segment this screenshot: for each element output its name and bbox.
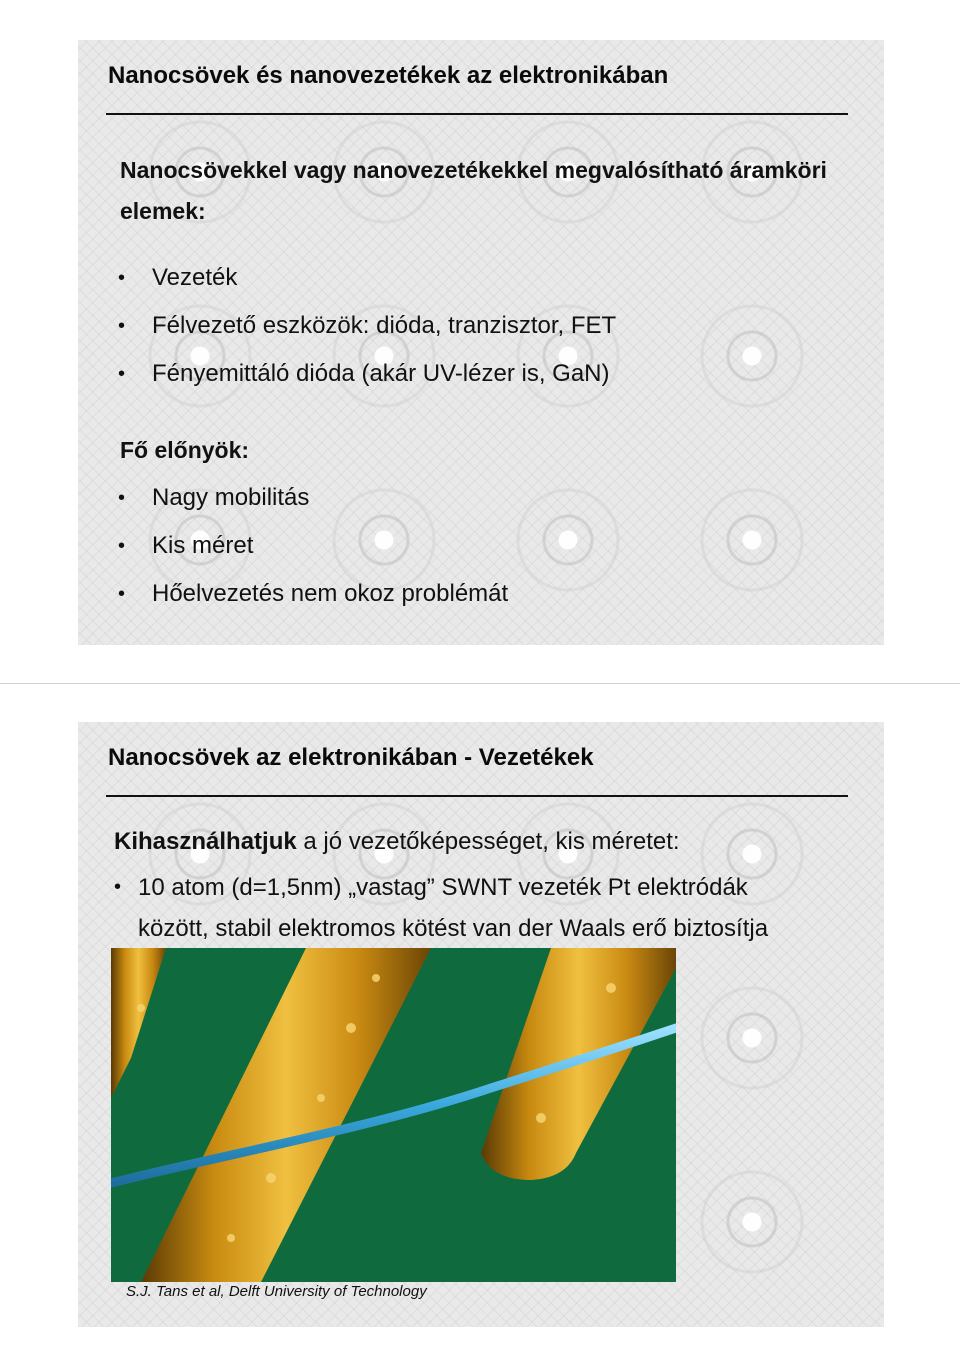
- list-item: • Fényemittáló dióda (akár UV-lézer is, GaN): [118, 360, 610, 387]
- list-item: • Félvezető eszközök: dióda, tranzisztor, FET: [118, 312, 617, 339]
- list-item: • Hőelvezetés nem okoz problémát: [118, 580, 509, 607]
- afm-image: [111, 948, 676, 1282]
- list-item: • Nagy mobilitás: [118, 484, 310, 511]
- intro-heading: Nanocsövekkel vagy nanovezetékekkel megvalósítható áramköri elemek:: [120, 157, 827, 224]
- slide-title: Nanocsövek és nanovezetékek az elektronikában: [108, 62, 669, 89]
- image-caption: S.J. Tans et al, Delft University of Technology: [126, 1283, 427, 1300]
- slide-1: [78, 40, 884, 645]
- title-rule: [106, 795, 848, 797]
- list-item: • Kis méret: [118, 532, 254, 559]
- advantages-heading: Fő előnyök:: [120, 437, 250, 463]
- slide-title: Nanocsövek az elektronikában - Vezetékek: [108, 744, 594, 771]
- list-item: • Vezeték: [118, 264, 238, 291]
- lead-text: Kihasználhatjuk a jó vezetőképességet, kis méretet:: [114, 828, 680, 855]
- element-list: [118, 254, 616, 398]
- page-divider: [0, 683, 960, 684]
- slide-2: [78, 722, 884, 1327]
- swnt-bullet: • 10 atom (d=1,5nm) „vastag” SWNT vezeték Pt elektródák között, stabil elektromos kötést van der Waals erő biztosítja: [114, 874, 769, 942]
- title-rule: [106, 113, 848, 115]
- advantages-list: [118, 474, 508, 618]
